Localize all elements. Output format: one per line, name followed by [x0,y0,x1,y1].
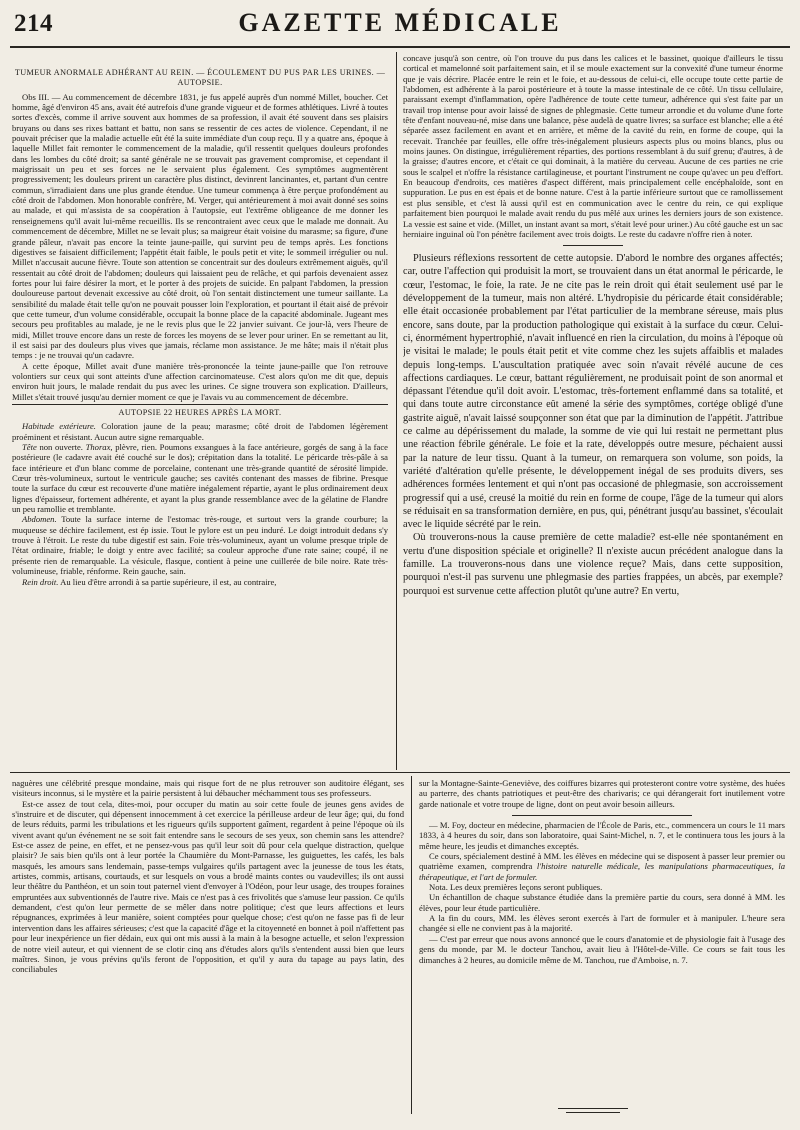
paragraph-text: Au lieu d'être arrondi à sa partie supérieure, il est, au contraire, [58,576,277,587]
paragraph [12,421,388,442]
paragraph: Est-ce assez de tout cela, dites-moi, pour occuper du matin au soir cette foule de jeunes gens avides de s'instruire et de discuter, qui dépensent innocemment à cet exercice la périlleuse ardeur de leur âge; qui, du fond de leurs réduits, parmi les tribulations et les rigueurs qu'ils supportent gaîment, regardent à peine l'époque où ils vivent avant qu'un événement ne se soit fait entendre sans le secours de ses yeux, son chemin sans les attendre? Est-ce assez de peine, en effet, et ne pensez-vous pas qu'il leur soit dû pour cela quelque distraction, quelque plaisir? Je sais bien qu'ils ont à leur portée la Chaumière du Mont-Parnasse, les guiguettes, les cafés, les bals masqués, les amours sans lendemain, passe-temps vulgaires qu'ils partagent avec la jeunesse de tous les états, artistes, commis, artisans, courtauds, et sur lesquels on vous a brodé maints contes ou vaudevilles; ils ont aussi leur théâtre du Panthéon, et un soin tout paternel vient d'envoyer à l'Odéon, pour leur usage, des troupes foraines empruntées aux subventionnés de l'autre rive. Mais ce n'est pas à ces frivolités que s'amuse leur passion. Ce qu'ils demandent, c'est qu'on leur permette de se mêler dans notre politique; c'est que leurs affections et leurs répugnances, exprimées à leur manière, soient comptées pour quelque chose; c'est qu'on ne fasse pas fi de leur intervention dans les affaires sérieuses; c'est que la capacité d'âge et la citoyenneté en bonnet à poil n'affettent pas pour leur inexpérience un fier dédain, eux qui ont mis aussi à la main à la besogne actuelle, et selon l'expression de notre vieil auteur, et qui viennent de se clotir cinq ans d'études alors qu'ils s'entendent aussi bien que leurs maîtres. Sinon, je vous prévins qu'ils feront de l'opposition, et qu'il y aura du tapage au pays latin, des conciliabules [12,798,404,975]
paragraph: Où trouverons-nous la cause première de cette maladie? est-elle née spontanément en vertu d'une disposition spéciale et originelle? Il n'existe aucun précédent analogue dans la famille. La trouverons-nous dans une violence reçue? Mais, dans cette supposition, pourquoi n'est-il pas survenu une phlegmasie des parties frappées, un abcès, par exemple? pourquoi est survenue cette affection plutôt qu'une autre? En vertu, [403,532,783,597]
reflections-block [403,252,783,598]
paragraph [12,442,388,514]
run-in-label: Tête [22,442,37,453]
paragraph: A la fin du cours, MM. les élèves seront exercés à l'art de formuler et à manipuler. L'heure sera changée si elle ne convient pas à la majorité. [419,913,785,934]
paragraph-text: non ouverte. [36,442,86,453]
newspaper-page [10,4,790,1126]
section-rule [563,245,623,246]
course-topics: l'histoire naturelle médicale, les manipulations pharmaceutiques, la thérapeutique, et l'art de formuler. [419,861,785,882]
nota: Nota. Les deux premières leçons seront publiques. [429,882,603,893]
paragraph [12,577,388,587]
end-rule [558,1108,628,1109]
article-heading: TUMEUR ANORMALE ADHÉRANT AU REIN. — ÉCOULEMENT DU PUS PAR LES URINES. — AUTOPSIE. [14,68,386,88]
paragraph: concave jusqu'à son centre, où l'on trouve du pus dans les calices et le bassinet, quoique d'ailleurs le tissu cortical et mamelonné soit parfaitement sain, et il se moule exactement sur la convexité d'une tumeur énorme que je vais décrire. Placée entre le rein et le foie, et au-dessous de celui-ci, elle occupe toute cette partie de l'abdomen, est adhérente à la paroi postérieure et à toute la masse intestinale de ce côté. Un tissu cellulaire, paraissant exempt d'inflammation, opère l'adhérence de toute cette tumeur, adhérence qui s'est faite par un travail trop intense pour avoir laissé de signes de phlegmasie. Cette tumeur arrondie et du volume d'une forte tête d'enfant nouveau-né, mise dans une balance, pèse audelà de quatre livres; sa surface est blanche; elle a été séparée assez facilement en avant et en arrière, et même de la cavité du rein, en forme de coupe, qui la recevait. Tranchée par feuilles, elle offre très-inégalement plusieurs aspects plus ou moins blancs, plus ou moins jaunes. On distingue, irrégulièrement réparties, des portions ressemblant à du suif grenu; d'autres, à de la graisse; d'autres encore, et c'était ce qui dominait, à la matière du cerveau. Aucune de ces parties ne crie sous le scalpel et n'offre la résistance cartilagineuse, et pourtant l'instrument ne coupe qu'avec un peu d'effort. En beaucoup d'endroits, ces matières d'aspect différent, mais principalement celle encéphaloïde, sont en suppuration. Le pus en est épais et de bonne nature. C'est à la partie inférieure surtout que ce ramollissement est plus sensible, et c'est là aussi qu'il est en communication avec le centre du rein, ce qui explique parfaitement bien pourquoi le malade avait rendu du pus mêlé aux urines les derniers jours de son existence. La vessie est saine et vide. (Millet, un instant avant sa mort, s'était levé pour uriner.) Au côté gauche est un sac herniaire inguinal où l'on pénètre facilement avec trois doigts. Le reste du cadavre n'offre rien à noter. [403,53,783,239]
announcement: — C'est par erreur que nous avons annoncé que le cours d'anatomie et de physiologie fait à l'usage des gens du monde, par M. le docteur Tanchou, avait lieu à l'Hôtel-de-Ville. Ce cours se fait tous les dimanches à 2 heures, au domicile même de M. Tanchou, rue d'Amboise, n. 7. [419,933,785,965]
upper-right-column [403,53,783,771]
run-in-label: Habitude extérieure. [22,421,96,432]
page-number: 214 [14,10,53,37]
news-right-column [419,778,785,1118]
paragraph [12,514,388,576]
autopsy-subheading: AUTOPSIE 22 HEURES APRÈS LA MORT. [12,404,388,418]
paragraph: Un échantillon de chaque substance étudiée dans la première partie du cours, sera donné à MM. les élèves, pour leur étude particulière. [419,892,785,913]
paragraph: sur la Montagne-Sainte-Geneviève, des coiffures bizarres qui protesteront contre votre système, des huées au parterre, des chants patriotiques et peut-être des charivaris; ce qui dérangerait fort inutilement votre garde nationale et votre troupe de ligne, dont on peut avoir besoin ailleurs. [419,778,785,809]
paragraph: A cette époque, Millet avait d'une manière très-prononcée la teinte jaune-paille que l'on retrouve volontiers sur ceux qui sont atteints d'une affection carcinomateuse. C'est alors qu'on me dit que, depuis environ huit jours, le malade rendait du pus avec les urines. Ce signe trouvera son explication. D'ailleurs, Millet s'était trouvé jusqu'au dernier moment ce que je l'avais vu au commencement de décembre. [12,360,388,402]
feuilleton-left-column [12,778,404,1118]
page-header [10,4,790,48]
journal-title: GAZETTE MÉDICALE [238,8,562,37]
section-rule [512,815,692,816]
paragraph [419,851,785,882]
paragraph-text: Toute la surface interne de l'estomac très-rouge, et surtout vers la grande courbure; la muqueuse se déchire facilement, est ép issie. Tout le pylore est un peu induré. Le doigt introduit dedans s'y trouve à l'étroit. Le reste du tube digestif est sain. Foie très-volumineux, ayant un volume presque triple de l'état ordinaire, friable; le doigt y entre avec facilité; sa couleur approche d'une rate saine; coupé, il ne présente rien de remarquable. La vésicule, flasque, contient à peine une cuillerée de bile noire. Rate très-volumineuse, friable, rénforme. Rein gauche, sain. [12,514,388,577]
feuilleton-divider [10,772,790,773]
column-divider [396,52,397,770]
observation-paragraph: Obs III. — Au commencement de décembre 1831, je fus appelé auprès d'un nommé Millet, boucher. Cet homme, âgé d'environ 45 ans, avait été autrefois d'une grande vigueur et de formes athlétiques. Livré à toutes sortes d'excès, comme il arrive souvent aux hommes de sa profession, il avait été souvent dans ses plaisirs bruyans ou dans ses rixes battant et battu, non sans se ressentir de ces actes de violence. Cependant, il ne pouvait préciser que la maladie actuelle eût été la suite immédiate d'un coup reçu. Il y a quatre ans, époque à laquelle Millet fait remonter le commencement de la maladie, qu'il ressentit quelques douleurs profondes dans les lombes du côté droit; sa santé générale ne se trouvait pas gravement compromise, et cependant il maigrissait un peu et ses forces ne le servaient plus également. Ces symptômes augmentèrent progressivement; les douleurs prirent un caractère plus distinct, devinrent lancinantes, et, partant d'un centre commun, s'irradiaient dans une plus grande étendue. Une tumeur commença à être perçue profondément au côté droit de l'abdomen. Mon honorable confrère, M. Verger, qui antérieurement à moi avait donné ses soins au malade, et qui m'assista de sa coopération à l'autopsie, eut l'extrême obligeance de me donner les renseignemens qu'il avait lui-même recueillis. Ils se rencontraient avec ceux que le malade me donnait. Au commencement de décembre, Millet ne se levait plus; sa maigreur était voisine du marasme; sa figure, d'une grande pâleur, n'avait pas encore la teinte jaune-paille, qui survint peu de temps après. Les fonctions digestives se faisaient difficilement; l'appétit était faible, le pouls petit et vite; le sommeil irrégulier ou nul. Millet n'accusait aucune fièvre. Toute son attention se concentrait sur des douleurs extrêmement aiguës, qu'il ressentait au côté droit de l'abdomen; douleurs qui laissaient peu de relâche, et qui parfois devenaient assez fortes pour lui faire désirer la mort, et le porter à des projets de suicide. En palpant l'abdomen, la pression douloureuse partout devenait excessive au côté droit, où l'on sentait distinctement une tumeur saillante. La sensibilité du malade était telle qu'on ne pouvait pousser loin l'exploration, et pourtant il était aisé de prévoir que cette tumeur, d'un volume considérable, occupait la bonne place de la capacité abdominale. Jugeant mes secours peu profitables au malade, je ne le revis plus que le 22 janvier suivant. Ce jour-là, vers l'heure de midi, Millet trouve encore dans un reste de forces les moyens de se lever pour uriner. En se remettant au lit, il est saisi par des douleurs plus vives que jamais, réclame mon assistance. Je me hâte; mais il n'était plus temps : je ne trouvai qu'un cadavre. [12,91,388,361]
paragraph-text: , plèvre, rien. Poumons exsangues à la face antérieure, gorgés de sang à la face postérieure (le cadavre avait été couché sur le dos); crépitation dans la totalité. Le péricarde très-pâle à sa face intérieure et d'un blanc comme de porcelaine, contenant une très-grande quantité de sérosité limpide. Cœur très-volumineux, surtout le ventricule gauche; ses cavités contenant des masses de fibrine. Presque toute la surface du cœur est recouverte d'une matière inégalement répartie, ayant le plus ordinairement deux lignes d'épaisseur, fortement adhérente, et ayant la plus grande ressemblance avec de la gélatine de Flandre un peu ramollie et tremblante. [12,442,388,515]
paragraph: naguères une célébrité presque mondaine, mais qui risque fort de ne plus retrouver son auditoire élégant, ses visiteurs inconnus, si le mystère et la pairie persistent à lui débaucher méchamment tous ses professeurs. [12,778,404,799]
paragraph-text: Coloration jaune de la peau; marasme; côté droit de l'abdomen légèrement proéminent et résistant. Aucun autre signe remarquable. [12,421,388,442]
paragraph: Plusieurs réflexions ressortent de cette autopsie. D'abord le nombre des organes affectés; car, outre l'affection qui produisit la mort, se trouvaient dans un état anormal le péricarde, le cœur, l'estomac, le foie, la rate. Je ne cite pas le rein droit qui était seulement usé par le développement de la tumeur, mais non altéré. L'hydropisie du péricarde était considérable; elle était occasionée probablement par l'état particulier de la membrane séreuse, mais plus encore, sans doute, par la production pathologique qui existait à la surface du cœur. Celui-ci, énormément hypertrophié, n'avait influencé en rien la circulation, du moins à l'époque où je visitai le malade; le pouls était petit et vite comme chez les sujets affaiblis et malades depuis long-temps. L'auscultation pratiquée avec soin n'avait révélé aucune de ces affections cardiaques. Le cœur, battant régulièrement, ne produisait point de son anormal et dépassant l'étendue qu'il doit avoir. L'estomac, très-fortement enflammé dans sa totalité, et qui dans toute autre circonstance eût amené la série des symptômes, cortége obligé d'une gastrite aiguë, n'avait laissé soupçonner son état que par la diminution de l'appétit. J'attribue ce calme au dépérissement du malade, la somme de vie qui lui restait ne permettant plus une réaction fébrile générale. Le foie et la rate, développés outre mesure, péchaient aussi par la nature de leur tissu. Quant à la tumeur, on remarquera son volume, son poids, la variété d'altération qu'elle présente, le développement inégal de ses produits divers, ses adhérences formées lentement et qui n'ont pas occasioné de phlegmasie, son accroissement progressif qui a usé, creusé la moitié du rein en forme de coupe, l'âge de la tumeur qui alors se réduisait en sa transformation dernière, en pus, qui, pénétrant jusqu'au bassinet, s'écoulait avec le liquide sécrété par le rein. [403,253,783,531]
announcement: — M. Foy, docteur en médecine, pharmacien de l'École de Paris, etc., commencera un cours le 11 mars 1833, à 4 heures du soir, dans son laboratoire, quai Saint-Michel, n. 7, et le continuera tous les jours à la même heure, les jeudis et dimanches exceptés. [419,820,785,851]
run-in-label: Abdomen. [22,514,57,525]
run-in-label: Thorax [85,442,111,453]
column-divider [411,776,412,1114]
paragraph-text: Ce cours, spécialement destiné à MM. les élèves en médecine qui se disposent à passer leur premier ou quatrième examen, comprendra [419,851,785,872]
end-rule [566,1112,620,1113]
upper-left-column [12,66,388,766]
run-in-label: Rein droit. [22,576,59,587]
